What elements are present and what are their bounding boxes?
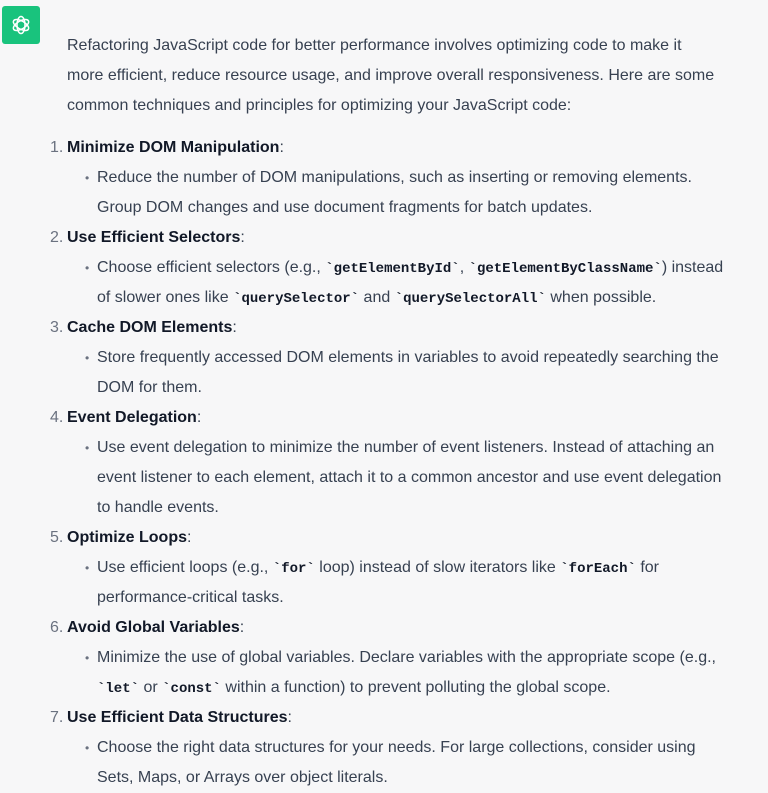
inline-code: `let` xyxy=(97,681,140,697)
numbered-list xyxy=(50,133,767,793)
item-title: Avoid Global Variables xyxy=(67,619,240,636)
inline-code: `const` xyxy=(162,681,221,697)
list-item xyxy=(50,403,767,523)
bullet-point xyxy=(67,163,767,223)
text-segment: Choose efficient selectors (e.g., xyxy=(97,259,326,276)
list-item-heading xyxy=(50,223,767,253)
inline-code: `querySelectorAll` xyxy=(394,291,546,307)
text-segment: to handle events. xyxy=(97,499,219,516)
text-segment: or xyxy=(139,679,163,696)
text-segment: Use efficient loops (e.g., xyxy=(97,559,273,576)
inline-code: `getElementByClassName` xyxy=(468,261,662,277)
assistant-message xyxy=(50,31,767,793)
intro-line: common techniques and principles for optimizing your JavaScript code: xyxy=(67,97,572,114)
item-title: Cache DOM Elements xyxy=(67,319,233,336)
intro-line: Refactoring JavaScript code for better performance involves optimizing code to make it xyxy=(67,37,682,54)
text-segment: when possible. xyxy=(545,289,657,306)
item-title: Use Efficient Selectors xyxy=(67,229,241,246)
bullet-line xyxy=(97,493,767,523)
item-title: Event Delegation xyxy=(67,409,197,426)
bullet-line xyxy=(97,253,767,283)
item-number: 3. xyxy=(50,319,64,336)
intro-paragraph xyxy=(67,31,767,121)
bullet-line xyxy=(97,343,767,373)
item-number: 1. xyxy=(50,139,64,156)
text-segment: Reduce the number of DOM manipulations, such as inserting or removing elements. xyxy=(97,169,692,186)
bullet-line xyxy=(97,553,767,583)
list-item-heading xyxy=(50,313,767,343)
bullet-point xyxy=(67,343,767,403)
item-number: 5. xyxy=(50,529,64,546)
text-segment: ) instead xyxy=(661,259,724,276)
inline-code: `forEach` xyxy=(560,561,636,577)
text-segment: Choose the right data structures for your needs. For large collections, consider using xyxy=(97,739,696,756)
bullet-point xyxy=(67,553,767,613)
text-segment: and xyxy=(359,289,395,306)
list-item xyxy=(50,133,767,223)
inline-code: `querySelector` xyxy=(233,291,360,307)
list-item xyxy=(50,223,767,313)
list-item-heading xyxy=(50,613,767,643)
bullet-line xyxy=(97,673,767,703)
item-title: Use Efficient Data Structures xyxy=(67,709,288,726)
bullet-line xyxy=(97,733,767,763)
bullet-line xyxy=(97,433,767,463)
item-number: 6. xyxy=(50,619,64,636)
item-colon: : xyxy=(240,229,245,246)
bullet-point xyxy=(67,643,767,703)
text-segment: Use event delegation to minimize the number of event listeners. Instead of attaching an xyxy=(97,439,715,456)
bullet-point xyxy=(67,433,767,523)
list-item-heading xyxy=(50,523,767,553)
openai-logo-icon xyxy=(9,13,33,37)
intro-line: more efficient, reduce resource usage, and improve overall responsiveness. Here are some xyxy=(67,67,715,84)
text-segment: , xyxy=(459,259,469,276)
item-colon: : xyxy=(232,319,237,336)
item-number: 4. xyxy=(50,409,64,426)
text-segment: event listener to each element, attach it to a common ancestor and use event delegation xyxy=(97,469,722,486)
bullet-line xyxy=(97,763,767,793)
bullet-icon: • xyxy=(85,441,90,455)
text-segment: DOM for them. xyxy=(97,379,202,396)
bullet-icon: • xyxy=(85,651,90,665)
text-segment: Store frequently accessed DOM elements in variables to avoid repeatedly searching the xyxy=(97,349,719,366)
bullet-icon: • xyxy=(85,261,90,275)
text-segment: within a function) to prevent polluting the global scope. xyxy=(220,679,611,696)
bullet-line xyxy=(97,583,767,613)
text-segment: performance-critical tasks. xyxy=(97,589,284,606)
item-number: 2. xyxy=(50,229,64,246)
inline-code: `for` xyxy=(272,561,315,577)
item-colon: : xyxy=(279,139,284,156)
bullet-line xyxy=(97,643,767,673)
bullet-line xyxy=(97,163,767,193)
item-colon: : xyxy=(287,709,292,726)
bullet-line xyxy=(97,463,767,493)
list-item xyxy=(50,313,767,403)
list-item xyxy=(50,523,767,613)
bullet-line xyxy=(97,283,767,313)
bullet-point xyxy=(67,733,767,793)
bullet-line xyxy=(97,373,767,403)
text-segment: Sets, Maps, or Arrays over object literals. xyxy=(97,769,388,786)
text-segment: Group DOM changes and use document fragments for batch updates. xyxy=(97,199,593,216)
bullet-icon: • xyxy=(85,351,90,365)
inline-code: `getElementById` xyxy=(325,261,460,277)
bullet-line xyxy=(97,193,767,223)
item-colon: : xyxy=(239,619,245,636)
assistant-avatar xyxy=(2,6,40,44)
bullet-icon: • xyxy=(85,561,90,575)
item-title: Minimize DOM Manipulation xyxy=(67,139,280,156)
text-segment: of slower ones like xyxy=(97,289,234,306)
text-segment: for xyxy=(635,559,660,576)
list-item-heading xyxy=(50,133,767,163)
list-item-heading xyxy=(50,403,767,433)
item-colon: : xyxy=(196,409,202,426)
item-colon: : xyxy=(187,529,192,546)
list-item xyxy=(50,613,767,703)
list-item-heading xyxy=(50,703,767,733)
bullet-point xyxy=(67,253,767,313)
item-number: 7. xyxy=(50,709,64,726)
text-segment: loop) instead of slow iterators like xyxy=(314,559,561,576)
text-segment: Minimize the use of global variables. Declare variables with the appropriate scope (e.g., xyxy=(97,649,716,666)
bullet-icon: • xyxy=(85,171,90,185)
bullet-icon: • xyxy=(85,741,90,755)
item-title: Optimize Loops xyxy=(67,529,187,546)
